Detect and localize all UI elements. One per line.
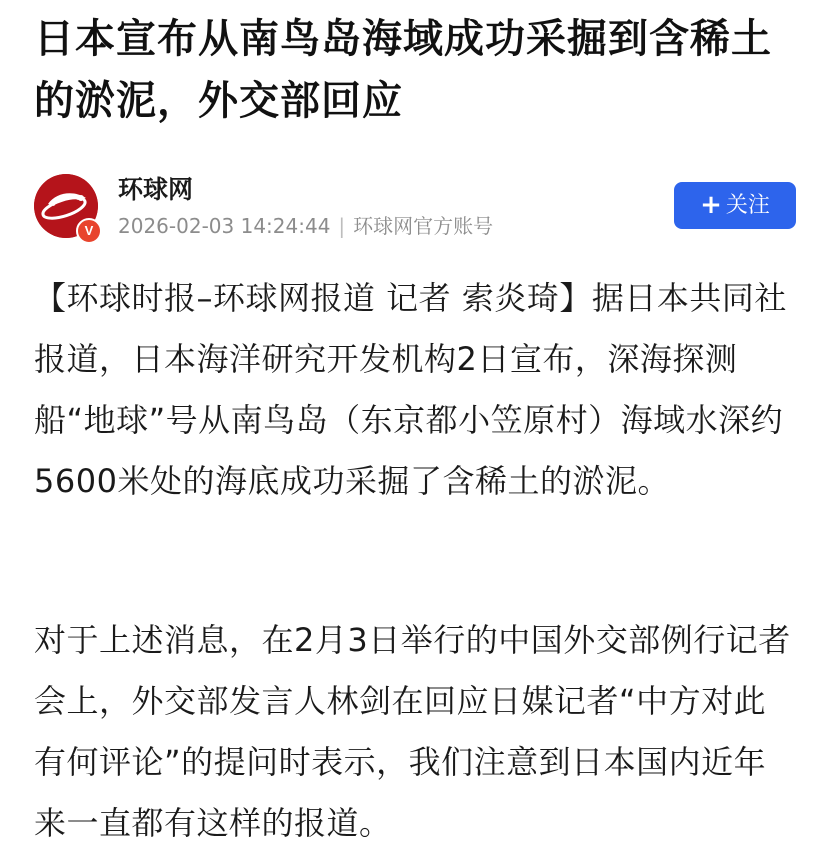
- article-paragraph: 对于上述消息，在2月3日举行的中国外交部例行记者会上，外交部发言人林剑在回应日媒记者“中方对此有何评论”的提问时表示，我们注意到日本国内近年来一直都有这样的报道。: [34, 621, 791, 842]
- publish-datetime: 2026-02-03 14:24:44: [118, 214, 331, 238]
- article-title: 日本宣布从南鸟岛海域成功采掘到含稀土的淤泥，外交部回应: [34, 16, 772, 124]
- author-bar: [34, 174, 796, 240]
- plus-icon: +: [700, 190, 722, 220]
- follow-label: 关注: [725, 193, 770, 218]
- verified-badge-icon: V: [76, 218, 102, 244]
- follow-button[interactable]: [674, 182, 796, 229]
- article-paragraph: 【环球时报–环球网报道 记者 索炎琦】据日本共同社报道，日本海洋研究开发机构2日宣布，深海探测船“地球”号从南鸟岛（东京都小笠原村）海域水深约5600米处的海底成功采掘了含稀土的淤泥。: [34, 279, 787, 500]
- author-name[interactable]: 环球网: [118, 175, 194, 204]
- article-meta: [118, 212, 493, 240]
- account-type: 环球网官方账号: [353, 214, 494, 238]
- meta-divider: |: [338, 214, 346, 238]
